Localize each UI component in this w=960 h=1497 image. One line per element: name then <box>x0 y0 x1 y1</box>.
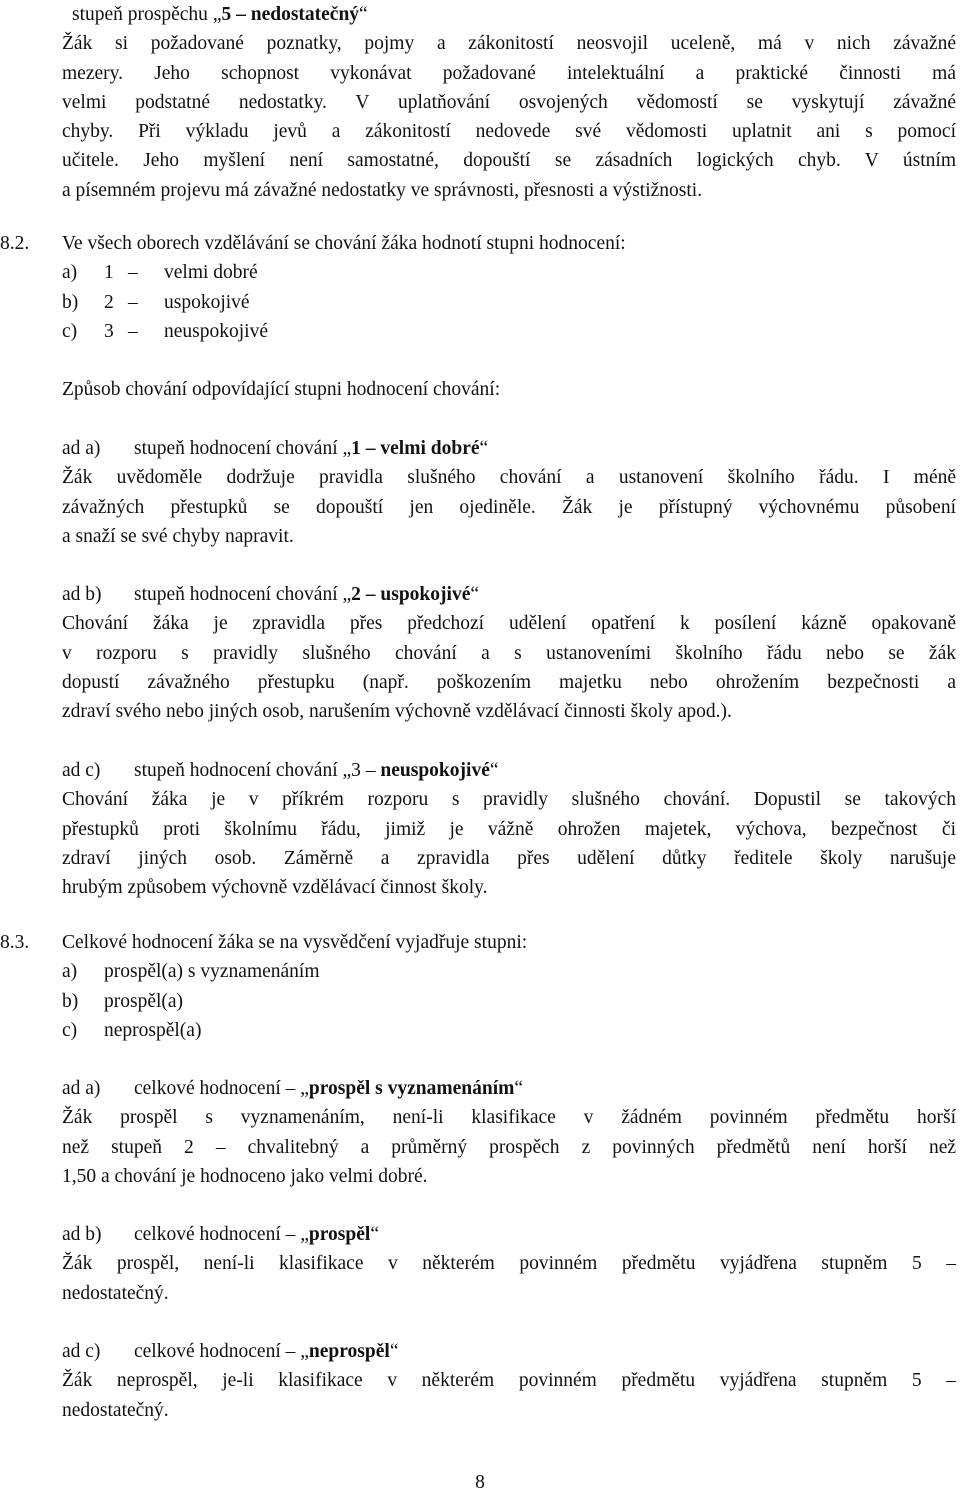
grade-label: uspokojivé <box>164 291 250 313</box>
paragraph-line: zdraví svého nebo jiných osob, narušením výchovně vzdělávací činnosti školy apod.). <box>62 701 732 723</box>
grade-letter: b) <box>62 291 79 313</box>
grade-item <box>0 317 960 346</box>
ad-label: celkové hodnocení – <box>134 1224 301 1245</box>
close-quote: “ <box>514 1078 524 1099</box>
overall-b-heading <box>0 1220 960 1249</box>
behaviour-subheading: Způsob chování odpovídající stupni hodnocení chování: <box>62 379 501 400</box>
open-quote: „ <box>342 760 352 781</box>
grade-5-section <box>0 0 960 205</box>
paragraph-line: a písemném projevu má závažné nedostatky ve správnosti, přesnosti a výstižnosti. <box>62 179 703 201</box>
paragraph-line: nedostatečný. <box>62 1399 169 1421</box>
paragraph-line: chyby. Při výkladu jevů a zákonitostí nedovede své vědomosti uplatnit ani s pomocí <box>62 121 956 143</box>
behaviour-a-heading <box>0 434 960 463</box>
close-quote: “ <box>470 584 480 605</box>
paragraph-line: dopustí závažného přestupku (např. poškozením majetku nebo ohrožením bezpečnosti a <box>62 671 956 693</box>
overall-option <box>0 987 960 1016</box>
section-intro: Celkové hodnocení žáka se na vysvědčení vyjadřuje stupni: <box>62 932 528 953</box>
open-quote: „ <box>342 438 352 459</box>
behaviour-c-heading <box>0 756 960 785</box>
paragraph-line: přestupků proti školnímu řádu, jimiž je vážně ohrožen majetek, výchova, bezpečnost či <box>62 818 956 840</box>
behaviour-b <box>0 580 960 726</box>
section-8-2 <box>0 229 960 346</box>
behaviour-subheading-block <box>0 375 960 404</box>
grade-label: velmi dobré <box>164 262 258 284</box>
section-number: 8.3. <box>0 932 30 953</box>
ad-prefix: ad c) <box>62 760 101 781</box>
paragraph-line: 1,50 a chování je hodnoceno jako velmi dobré. <box>62 1165 428 1187</box>
grade-number: 1 <box>104 262 114 284</box>
ad-prefix: ad a) <box>62 1078 101 1099</box>
section-8-2-intro <box>0 229 960 258</box>
ad-bold: 1 – velmi dobré <box>351 438 480 459</box>
overall-option <box>0 1016 960 1045</box>
ad-label: celkové hodnocení – <box>134 1341 301 1362</box>
ad-bold: neuspokojivé <box>380 760 490 781</box>
close-quote: “ <box>489 760 499 781</box>
option-text: prospěl(a) <box>104 990 184 1012</box>
grade-letter: c) <box>62 320 78 342</box>
paragraph-line: Chování žáka je v příkrém rozporu s pravidly slušného chování. Dopustil se takových <box>62 789 956 811</box>
close-quote: “ <box>370 1224 379 1245</box>
ad-bold: 2 – uspokojivé <box>351 584 471 605</box>
close-quote: “ <box>389 1341 399 1362</box>
ad-label: stupeň hodnocení chování <box>134 438 343 459</box>
paragraph-line: než stupeň 2 – chvalitebný a průměrný prospěch z povinných předmětů není horší než <box>62 1136 956 1158</box>
ad-bold: neprospěl <box>308 1341 390 1362</box>
overall-a-heading <box>0 1074 960 1103</box>
ad-label: stupeň hodnocení chování <box>134 760 343 781</box>
option-letter: b) <box>62 990 79 1012</box>
behaviour-c <box>0 756 960 902</box>
grade-number: 3 <box>104 320 114 342</box>
option-text: prospěl(a) s vyznamenáním <box>104 961 320 983</box>
paragraph-line: učitele. Jeho myšlení není samostatné, dopouští se zásadních logických chyb. V ústním <box>62 150 956 172</box>
behaviour-a <box>0 434 960 551</box>
section-8-3 <box>0 928 960 1045</box>
page-number: 8 <box>475 1472 485 1493</box>
paragraph-line: mezery. Jeho schopnost vykonávat požadované intelektuální a praktické činnosti má <box>62 62 956 84</box>
overall-option <box>0 957 960 986</box>
behaviour-b-heading <box>0 580 960 609</box>
section-intro: Ve všech oborech vzdělávání se chování žáka hodnotí stupni hodnocení: <box>62 233 626 254</box>
paragraph-line: Žák prospěl s vyznamenáním, není-li klasifikace v žádném povinném předmětu horší <box>62 1107 956 1129</box>
grade-number: 2 <box>104 291 114 313</box>
section-8-3-intro <box>0 928 960 957</box>
grade-dash: – <box>128 320 138 342</box>
paragraph-line: nedostatečný. <box>62 1282 169 1304</box>
ad-grade-number: 3 – <box>351 760 381 781</box>
overall-c <box>0 1337 960 1425</box>
grade-label: neuspokojivé <box>164 320 268 342</box>
overall-b <box>0 1220 960 1308</box>
paragraph-line: a snaží se své chyby napravit. <box>62 525 294 547</box>
close-quote: “ <box>359 4 368 25</box>
close-quote: “ <box>479 438 489 459</box>
grade-item <box>0 288 960 317</box>
section-number: 8.2. <box>0 233 30 254</box>
ad-prefix: ad a) <box>62 438 101 459</box>
ad-prefix: ad b) <box>62 1224 102 1245</box>
ad-prefix: ad c) <box>62 1341 101 1362</box>
paragraph-line: závažných přestupků se dopouští jen ojediněle. Žák je přístupný výchovnému působení <box>62 496 956 518</box>
paragraph-line: zdraví jiných osob. Záměrně a zpravidla přes udělení důtky ředitele školy narušuje <box>62 847 956 869</box>
open-quote: „ <box>300 1078 309 1099</box>
heading-label: stupeň prospěchu <box>72 4 213 25</box>
open-quote: „ <box>300 1341 309 1362</box>
paragraph-line: velmi podstatné nedostatky. V uplatňování osvojených vědomostí se vyskytují závažné <box>62 91 956 113</box>
overall-a <box>0 1074 960 1191</box>
paragraph-line: Žák neprospěl, je-li klasifikace v některém povinném předmětu vyjádřena stupněm 5 – <box>62 1370 956 1392</box>
grade-letter: a) <box>62 262 78 284</box>
ad-prefix: ad b) <box>62 584 102 605</box>
option-letter: c) <box>62 1019 78 1041</box>
paragraph-line: Žák uvědoměle dodržuje pravidla slušného chování a ustanovení školního řádu. I méně <box>62 467 956 489</box>
paragraph-line: v rozporu s pravidly slušného chování a s ustanoveními školního řádu nebo se žák <box>62 642 956 664</box>
grade-dash: – <box>128 291 138 313</box>
open-quote: „ <box>300 1224 309 1245</box>
ad-bold: prospěl <box>308 1224 371 1245</box>
overall-c-heading <box>0 1337 960 1366</box>
paragraph-line: Žák prospěl, není-li klasifikace v některém povinném předmětu vyjádřena stupněm 5 – <box>62 1253 956 1275</box>
paragraph-line: Chování žáka je zpravidla přes předchozí udělení opatření k posílení kázně opakovaně <box>62 613 956 635</box>
open-quote: „ <box>342 584 352 605</box>
paragraph-line: Žák si požadované poznatky, pojmy a zákonitostí neosvojil uceleně, má v nich závažné <box>62 33 956 55</box>
ad-bold: prospěl s vyznamenáním <box>308 1078 515 1099</box>
paragraph-line: hrubým způsobem výchovně vzdělávací činnost školy. <box>62 877 488 899</box>
option-letter: a) <box>62 961 78 983</box>
heading-bold: 5 – nedostatečný <box>221 4 360 25</box>
grade-5-heading <box>0 0 960 29</box>
heading-prefix <box>0 0 72 29</box>
grade-item <box>0 258 960 287</box>
ad-label: stupeň hodnocení chování <box>134 584 343 605</box>
option-text: neprospěl(a) <box>104 1019 202 1041</box>
grade-dash: – <box>128 262 138 284</box>
ad-label: celkové hodnocení – <box>134 1078 301 1099</box>
open-quote: „ <box>212 4 222 25</box>
